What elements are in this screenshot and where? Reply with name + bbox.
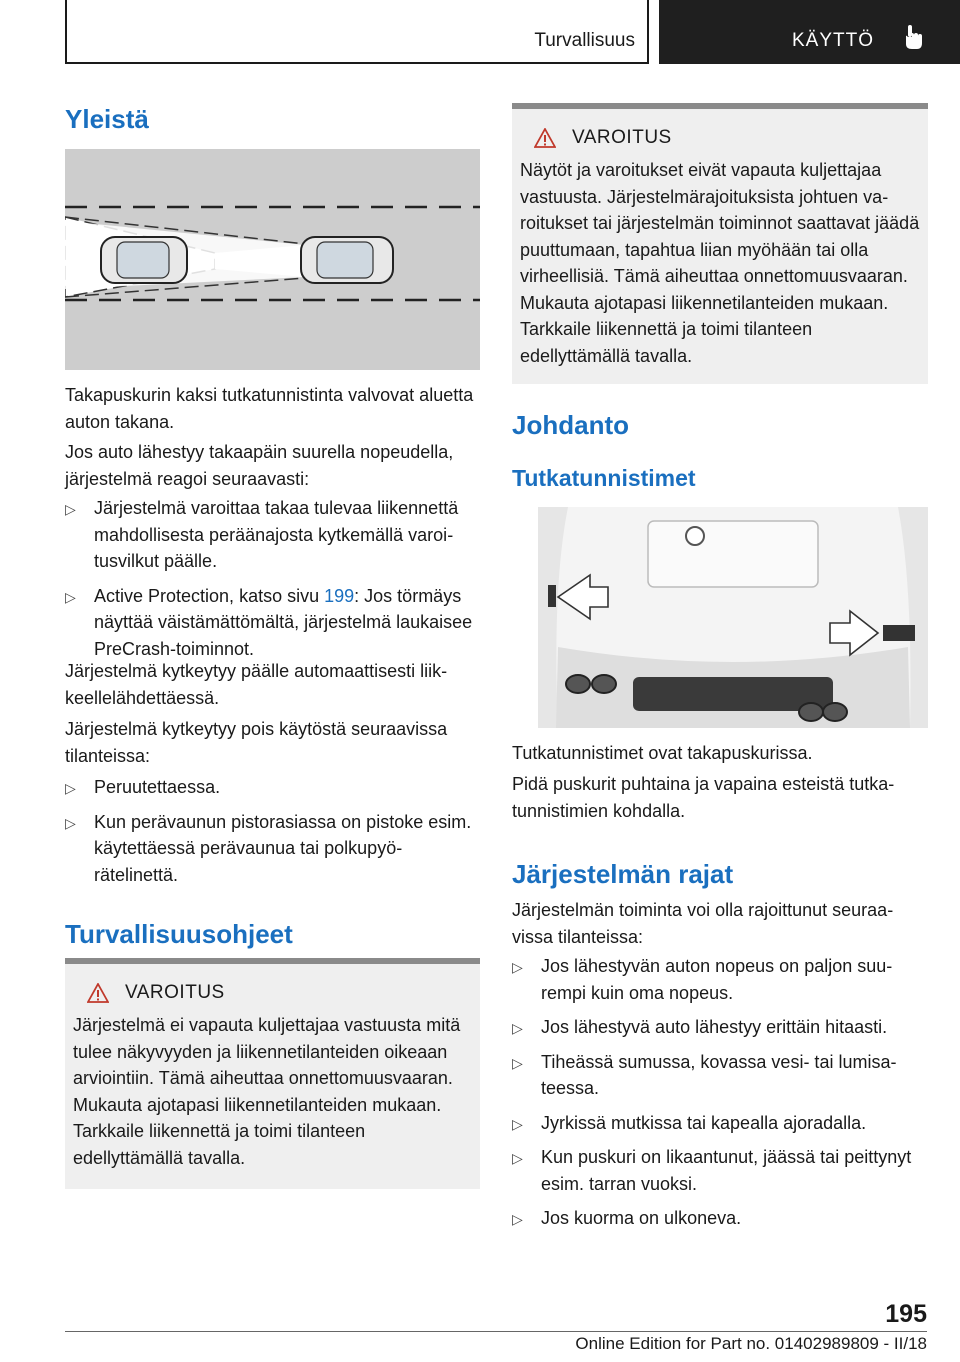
warning-triangle-icon — [87, 983, 109, 1003]
triangle-bullet-icon: ▷ — [512, 1115, 523, 1132]
section-title-johdanto: Johdanto — [512, 410, 629, 440]
rear-bumper-sensors-image — [538, 507, 928, 728]
triangle-bullet-icon: ▷ — [65, 501, 76, 517]
section-title-safety: Turvallisuusohjeet — [65, 919, 293, 949]
limits-intro: Järjestelmän toiminta voi olla rajoittunut seuraavissa tilanteissa: — [512, 900, 894, 947]
triangle-bullet-icon: ▷ — [512, 959, 523, 975]
footer-divider — [65, 1331, 927, 1332]
list-item: ▷ Active Protection, katso sivu 199: Jos törmäys näyttää väistämättömältä, järjestelmä laukaisee PreCrash-toiminnot. — [65, 585, 473, 659]
warning-triangle-icon — [534, 128, 556, 148]
sensors-keep-clean: Pidä puskurit puhtaina ja vapaina esteistä tutkatunnistimien kohdalla. — [512, 774, 895, 821]
list-item: ▷ Jyrkissä mutkissa tai kapealla ajoradalla. — [512, 1110, 928, 1137]
list-item: ▷ Tiheässä sumussa, kovassa vesi- tai lumisateessa. — [512, 1051, 897, 1098]
section-title-yleista: Yleistä — [65, 104, 149, 134]
warning-text: Näytöt ja varoitukset eivät vapauta kuljettajaa vastuusta. Järjestelmärajoituksista johtuen varoitukset tai järjestelmän toiminnot saattavat jäädä puuttumaan, tapahtua liian myöhään tai olla virheellisiä. Tämä aiheuttaa onnettomuusvaaran. Mukauta ajotapasi liikennetilanteiden mukaan. Tarkkaile liikennettä ja toimi tilanteen edellyttämällä tavalla. — [520, 160, 920, 366]
warning-box-left — [65, 958, 480, 1189]
list-item: ▷ Jos kuorma on ulkoneva. — [512, 1205, 928, 1232]
subsection-title-sensors: Tutkatunnistimet — [512, 465, 696, 491]
warning-label: VAROITUS — [125, 982, 225, 1003]
auto-off-paragraph: Järjestelmä kytkeytyy pois käytöstä seuraavissa tilanteissa: — [65, 719, 448, 766]
deactivation-list — [65, 774, 480, 896]
triangle-bullet-icon: ▷ — [512, 1054, 523, 1071]
rear-traffic-diagram — [65, 149, 480, 370]
list-item: ▷ Järjestelmä varoittaa takaa tulevaa liikennettä mahdollisesta peräänajosta kytkemällä varoitusvilkut päälle. — [65, 498, 459, 571]
page-number: 195 — [885, 1300, 927, 1328]
warning-label: VAROITUS — [572, 127, 672, 148]
limits-list — [512, 953, 928, 1240]
list-item: ▷ Kun perävaunun pistorasiassa on pistoke esim. käytettäessä perävaunua tai polkupyörätelinettä. — [65, 811, 472, 885]
sensors-caption: Tutkatunnistimet ovat takapuskurissa. — [512, 743, 813, 763]
pointing-hand-icon — [902, 24, 924, 50]
auto-on-paragraph: Järjestelmä kytkeytyy päälle automaattisesti liikkeellelähdettäessä. — [65, 661, 448, 708]
diagram-caption: Takapuskurin kaksi tutkatunnistinta valvovat aluetta auton takana. — [65, 385, 474, 432]
list-item: ▷ Kun puskuri on likaantunut, jäässä tai peittynyt esim. tarran vuoksi. — [512, 1147, 912, 1194]
section-title-limits: Järjestelmän rajat — [512, 859, 734, 889]
header-chapter-title: KÄYTTÖ — [791, 30, 874, 51]
intro-paragraph: Jos auto lähestyy takaapäin suurella nopeudella, järjestelmä reagoi seuraavasti: — [65, 442, 454, 489]
triangle-bullet-icon: ▷ — [65, 814, 76, 831]
triangle-bullet-icon: ▷ — [512, 1150, 523, 1166]
triangle-bullet-icon: ▷ — [512, 1211, 523, 1227]
footer-edition: Online Edition for Part no. 01402989809 - II/18 — [575, 1334, 927, 1353]
list-item: ▷ Peruutettaessa. — [65, 774, 480, 801]
page-link-199[interactable]: 199 — [324, 585, 355, 606]
header-chapter-box — [659, 0, 960, 64]
warning-text: Järjestelmä ei vapauta kuljettajaa vastuusta mitä tulee näkyvyyden ja liikennetilanteiden oikeaan arviointiin. Tämä aiheuttaa onnettomuusvaaran. Mukauta ajotapasi liikennetilanteiden mukaan. Tarkkaile liikennettä ja toimi tilanteen edellyttämällä tavalla. — [73, 1015, 461, 1168]
header-section-title: Turvallisuus — [534, 30, 635, 51]
triangle-bullet-icon: ▷ — [65, 588, 76, 605]
header-section-box — [65, 0, 649, 64]
list-item: ▷ Jos lähestyvä auto lähestyy erittäin hitaasti. — [512, 1014, 928, 1041]
triangle-bullet-icon: ▷ — [65, 780, 76, 796]
triangle-bullet-icon: ▷ — [512, 1020, 523, 1036]
reaction-list — [65, 495, 480, 670]
warning-box-right — [512, 103, 928, 384]
list-item: ▷ Jos lähestyvän auton nopeus on paljon suurempi kuin oma nopeus. — [512, 956, 893, 1003]
